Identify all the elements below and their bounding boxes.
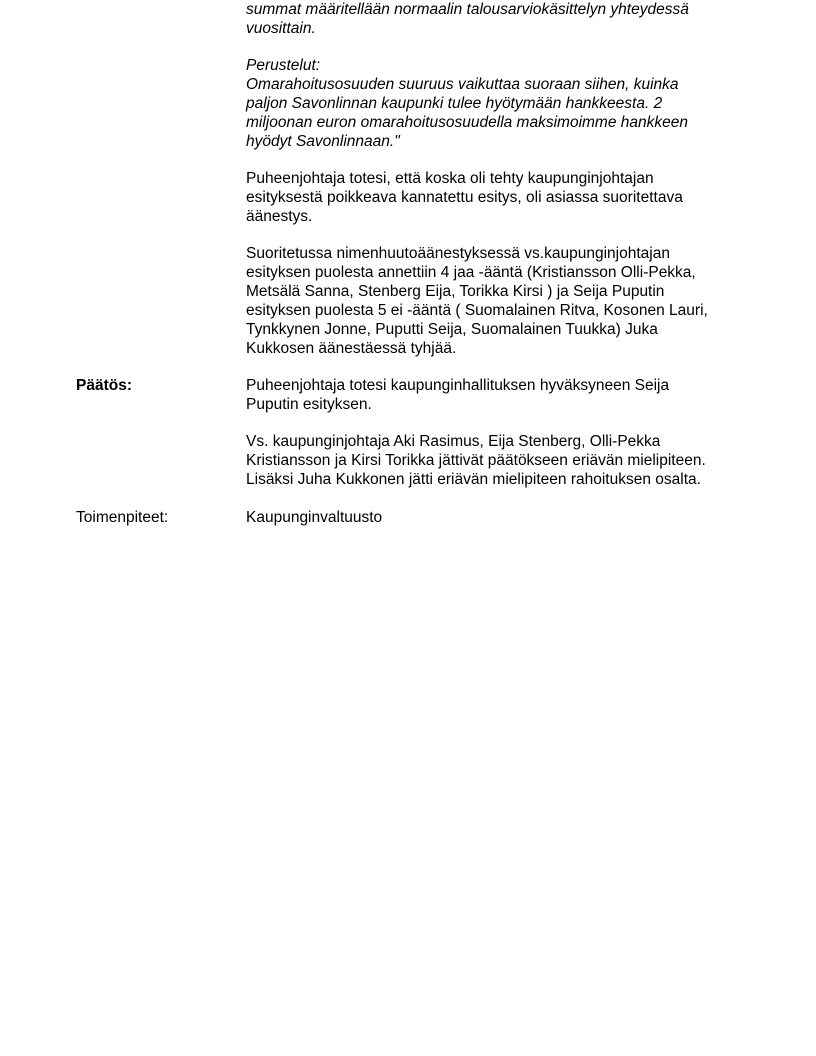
text-line: Vs. kaupunginjohtaja Aki Rasimus, Eija Stenberg, Olli-Pekka bbox=[246, 433, 661, 450]
vote-announcement-content bbox=[246, 169, 736, 226]
text-line: esityksestä poikkeava kannatettu esitys, oli asiassa suoritettava bbox=[246, 189, 683, 206]
actions-content bbox=[246, 508, 736, 527]
justification-content bbox=[246, 56, 736, 151]
text-line: Kristiansson ja Kirsi Torikka jättivät päätökseen eriävän mielipiteen. bbox=[246, 452, 706, 469]
text-line: Lisäksi Juha Kukkonen jätti eriävän mielipiteen rahoituksen osalta. bbox=[246, 471, 701, 488]
text-line: esityksen puolesta annettiin 4 jaa -ääntä (Kristiansson Olli-Pekka, bbox=[246, 264, 696, 281]
text-line: äänestys. bbox=[246, 208, 313, 225]
text-line: Kaupunginvaltuusto bbox=[246, 509, 383, 526]
decision-label: Päätös: bbox=[76, 377, 132, 394]
vote-announcement-paragraph bbox=[246, 169, 736, 226]
decision-paragraph bbox=[246, 376, 736, 414]
text-line: Puheenjohtaja totesi, että koska oli tehty kaupunginjohtajan bbox=[246, 170, 654, 187]
text-line: esityksen puolesta 5 ei -ääntä ( Suomalainen Ritva, Kosonen Lauri, bbox=[246, 302, 708, 319]
quote-continuation-content bbox=[246, 0, 736, 38]
text-line: Perustelut: bbox=[246, 57, 321, 74]
text-line: Puheenjohtaja totesi kaupunginhallituksen hyväksyneen Seija bbox=[246, 377, 670, 394]
text-line: Tynkkynen Jonne, Puputti Seija, Suomalainen Tuukka) Juka bbox=[246, 321, 658, 338]
dissent-content bbox=[246, 432, 736, 489]
decision-content bbox=[246, 376, 736, 414]
quote-continuation-paragraph bbox=[246, 0, 736, 38]
text-line: summat määritellään normaalin talousarviokäsittelyn yhteydessä bbox=[246, 1, 689, 18]
text-line: miljoonan euron omarahoitusosuudella maksimoimme hankkeen bbox=[246, 114, 688, 131]
text-line: Suoritetussa nimenhuutoäänestyksessä vs.kaupunginjohtajan bbox=[246, 245, 670, 262]
text-line: Kukkosen äänestäessä tyhjää. bbox=[246, 340, 457, 357]
text-line: Puputin esityksen. bbox=[246, 396, 372, 413]
actions-paragraph bbox=[246, 508, 736, 527]
text-line: vuosittain. bbox=[246, 20, 316, 37]
text-line: paljon Savonlinnan kaupunki tulee hyötymään hankkeesta. 2 bbox=[246, 95, 663, 112]
actions-label: Toimenpiteet: bbox=[76, 509, 169, 526]
vote-result-content bbox=[246, 244, 736, 358]
text-line: Metsälä Sanna, Stenberg Eija, Torikka Kirsi ) ja Seija Puputin bbox=[246, 283, 665, 300]
vote-result-paragraph bbox=[246, 244, 736, 358]
text-line: hyödyt Savonlinnaan." bbox=[246, 133, 400, 150]
justification-paragraph bbox=[246, 56, 736, 151]
text-line: Omarahoitusosuuden suuruus vaikuttaa suoraan siihen, kuinka bbox=[246, 76, 679, 93]
dissent-paragraph bbox=[246, 432, 736, 489]
